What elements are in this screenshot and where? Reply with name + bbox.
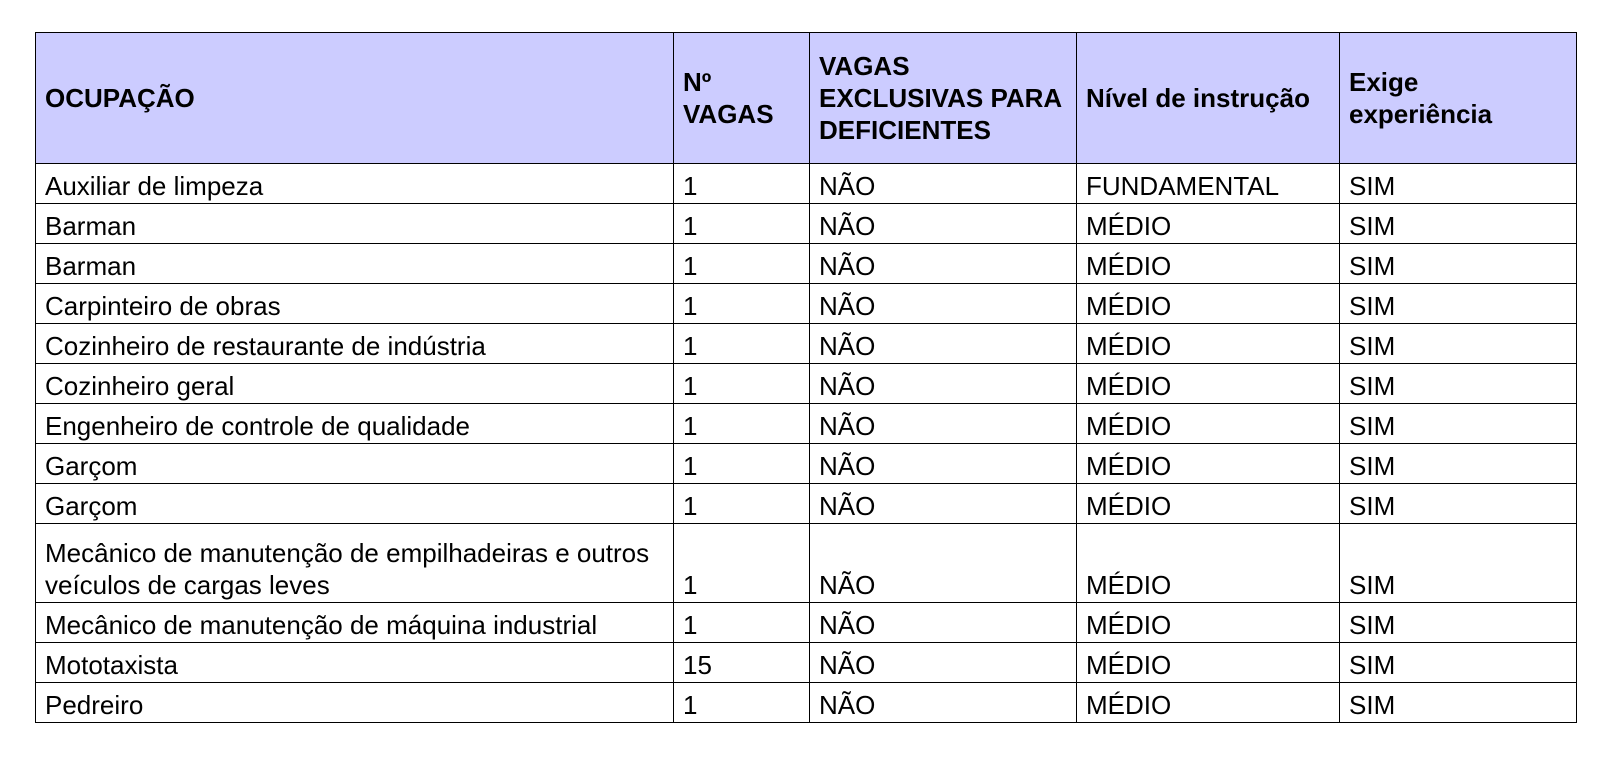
cell-ocupacao: Mototaxista [36, 643, 674, 683]
table-row [36, 284, 1577, 324]
table-row [36, 603, 1577, 643]
cell-nivel: MÉDIO [1077, 204, 1340, 244]
cell-vagas: 1 [674, 404, 810, 444]
cell-nivel: MÉDIO [1077, 244, 1340, 284]
cell-exclusivas: NÃO [810, 244, 1077, 284]
table-row [36, 204, 1577, 244]
cell-exclusivas: NÃO [810, 643, 1077, 683]
table-row [36, 444, 1577, 484]
cell-ocupacao: Garçom [36, 484, 674, 524]
cell-vagas: 1 [674, 284, 810, 324]
cell-ocupacao: Auxiliar de limpeza [36, 164, 674, 204]
cell-ocupacao: Cozinheiro de restaurante de indústria [36, 324, 674, 364]
cell-exclusivas: NÃO [810, 683, 1077, 723]
header-num-vagas: Nº VAGAS [674, 33, 810, 164]
cell-vagas: 1 [674, 324, 810, 364]
cell-exclusivas: NÃO [810, 204, 1077, 244]
header-ocupacao: OCUPAÇÃO [36, 33, 674, 164]
cell-experiencia: SIM [1340, 404, 1577, 444]
cell-vagas: 1 [674, 683, 810, 723]
cell-nivel: MÉDIO [1077, 683, 1340, 723]
cell-ocupacao: Garçom [36, 444, 674, 484]
cell-experiencia: SIM [1340, 364, 1577, 404]
cell-nivel: MÉDIO [1077, 524, 1340, 603]
cell-experiencia: SIM [1340, 603, 1577, 643]
cell-vagas: 1 [674, 603, 810, 643]
table-header-row [36, 33, 1577, 164]
job-vacancies-table [35, 32, 1577, 723]
cell-ocupacao: Carpinteiro de obras [36, 284, 674, 324]
cell-nivel: MÉDIO [1077, 643, 1340, 683]
cell-vagas: 1 [674, 524, 810, 603]
cell-vagas: 1 [674, 444, 810, 484]
cell-vagas: 1 [674, 484, 810, 524]
cell-nivel: MÉDIO [1077, 603, 1340, 643]
cell-exclusivas: NÃO [810, 444, 1077, 484]
cell-experiencia: SIM [1340, 683, 1577, 723]
cell-experiencia: SIM [1340, 324, 1577, 364]
cell-ocupacao: Cozinheiro geral [36, 364, 674, 404]
cell-ocupacao: Mecânico de manutenção de máquina industrial [36, 603, 674, 643]
cell-vagas: 1 [674, 364, 810, 404]
cell-exclusivas: NÃO [810, 364, 1077, 404]
cell-vagas: 15 [674, 643, 810, 683]
cell-exclusivas: NÃO [810, 324, 1077, 364]
cell-exclusivas: NÃO [810, 484, 1077, 524]
cell-experiencia: SIM [1340, 164, 1577, 204]
cell-exclusivas: NÃO [810, 603, 1077, 643]
cell-ocupacao: Barman [36, 244, 674, 284]
table-row [36, 164, 1577, 204]
cell-exclusivas: NÃO [810, 284, 1077, 324]
table-row [36, 404, 1577, 444]
cell-experiencia: SIM [1340, 244, 1577, 284]
cell-vagas: 1 [674, 204, 810, 244]
cell-nivel: MÉDIO [1077, 324, 1340, 364]
cell-nivel: MÉDIO [1077, 404, 1340, 444]
table-row [36, 244, 1577, 284]
cell-nivel: MÉDIO [1077, 284, 1340, 324]
header-exige-experiencia: Exige experiência [1340, 33, 1577, 164]
cell-experiencia: SIM [1340, 643, 1577, 683]
cell-experiencia: SIM [1340, 284, 1577, 324]
cell-vagas: 1 [674, 244, 810, 284]
cell-nivel: MÉDIO [1077, 364, 1340, 404]
cell-exclusivas: NÃO [810, 524, 1077, 603]
cell-ocupacao: Barman [36, 204, 674, 244]
header-nivel-instrucao: Nível de instrução [1077, 33, 1340, 164]
cell-nivel: FUNDAMENTAL [1077, 164, 1340, 204]
cell-exclusivas: NÃO [810, 404, 1077, 444]
table-row [36, 524, 1577, 603]
table-row [36, 364, 1577, 404]
header-vagas-exclusivas: VAGAS EXCLUSIVAS PARA DEFICIENTES [810, 33, 1077, 164]
cell-ocupacao: Mecânico de manutenção de empilhadeiras e outros veículos de cargas leves [36, 524, 674, 603]
cell-nivel: MÉDIO [1077, 444, 1340, 484]
table-row [36, 484, 1577, 524]
cell-vagas: 1 [674, 164, 810, 204]
cell-nivel: MÉDIO [1077, 484, 1340, 524]
cell-ocupacao: Pedreiro [36, 683, 674, 723]
cell-experiencia: SIM [1340, 204, 1577, 244]
table-row [36, 683, 1577, 723]
table-row [36, 324, 1577, 364]
cell-experiencia: SIM [1340, 444, 1577, 484]
cell-experiencia: SIM [1340, 524, 1577, 603]
table-row [36, 643, 1577, 683]
cell-experiencia: SIM [1340, 484, 1577, 524]
cell-exclusivas: NÃO [810, 164, 1077, 204]
cell-ocupacao: Engenheiro de controle de qualidade [36, 404, 674, 444]
